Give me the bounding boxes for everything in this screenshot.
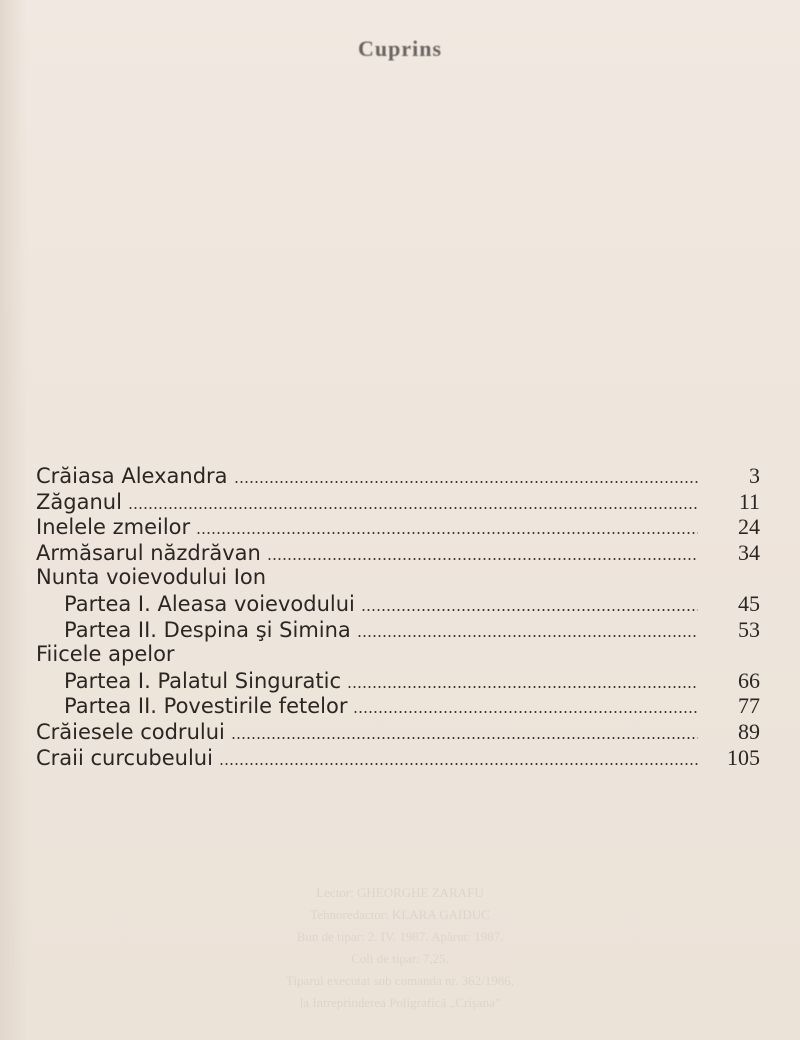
imprint-line: Coli de tipar: 7,25. (351, 951, 449, 966)
toc-entry (36, 514, 760, 540)
toc-page-number: 3 (749, 463, 760, 488)
imprint-line: Bun de tipar: 2. IV. 1987. Apărut: 1987. (296, 929, 504, 944)
toc-entry-title: Crăiesele codrului (36, 719, 225, 744)
toc-entry-title: Partea I. Aleasa voievodului (64, 591, 355, 616)
toc-dot-leader (347, 686, 698, 688)
imprint-block (0, 882, 800, 1014)
toc-entry-title: Partea I. Palatul Singuratic (64, 668, 342, 693)
toc-dot-leader (219, 763, 698, 765)
toc-entry (36, 719, 760, 745)
toc-page-number: 11 (738, 488, 760, 514)
toc-page-number: 24 (738, 514, 760, 540)
toc-entry (36, 745, 760, 771)
toc-page-number: 34 (738, 539, 760, 565)
page-title: Cuprins (357, 36, 443, 61)
toc-entry (36, 642, 760, 668)
toc-entry-title: Inelele zmeilor (36, 515, 191, 540)
toc-dot-leader (234, 481, 698, 483)
toc-entry-title: Craii curcubeului (36, 745, 213, 770)
toc-dot-leader (231, 737, 698, 739)
toc-entry-title: Nunta voievodului Ion (36, 565, 267, 590)
toc-entry (36, 668, 760, 694)
toc-entry-title: Crăiasa Alexandra (36, 464, 228, 488)
toc-entry (36, 463, 760, 489)
toc-dot-leader (267, 558, 698, 560)
imprint-line: Lector: GHEORGHE ZARAFU (316, 885, 484, 900)
toc-page-number: 89 (738, 718, 760, 744)
table-of-contents (36, 463, 760, 770)
imprint-line: Tiparul executat sub comanda nr. 362/1986, (285, 973, 515, 988)
toc-entry-title: Partea II. Despina şi Simina (64, 617, 351, 642)
imprint-line: Tehnoredactor: KLARA GAIDUC (310, 907, 490, 922)
toc-entry-title: Zăganul (36, 489, 122, 514)
toc-entry (36, 693, 760, 719)
toc-entry-title: Partea II. Povestirile fetelor (64, 694, 348, 719)
toc-dot-leader (357, 635, 698, 637)
toc-page-number: 77 (738, 693, 760, 719)
toc-dot-leader (128, 507, 698, 509)
toc-entry (36, 565, 760, 591)
toc-entry-title: Fiicele apelor (36, 642, 175, 667)
toc-entry (36, 489, 760, 515)
imprint-line: la Intreprinderea Poligrafică „Crişana" (299, 995, 501, 1010)
toc-page-number: 66 (738, 667, 760, 693)
toc-entry-title: Armăsarul năzdrăvan (36, 540, 261, 565)
toc-entry (36, 591, 760, 617)
toc-dot-leader (353, 711, 698, 713)
toc-entry (36, 617, 760, 643)
toc-dot-leader (361, 609, 698, 611)
toc-entry (36, 540, 760, 566)
toc-page-number: 105 (727, 744, 760, 770)
toc-page-number: 45 (738, 590, 760, 616)
toc-page-number: 53 (738, 616, 760, 642)
toc-dot-leader (196, 532, 698, 534)
